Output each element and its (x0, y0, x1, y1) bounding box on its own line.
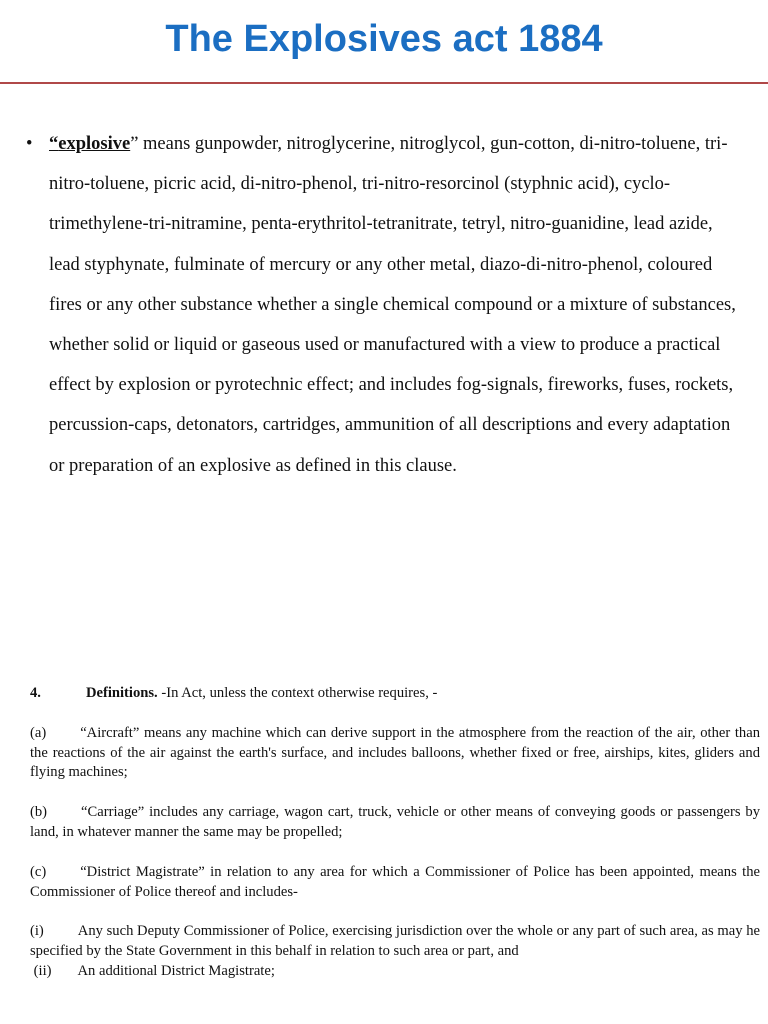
bullet-marker: • (26, 134, 33, 154)
item-label: (a) (30, 724, 47, 741)
definition-body: means gunpowder, nitroglycerine, nitroglycol, gun-cotton, di-nitro-toluene, tri-nitro-toluene, picric acid, di-nitro-phenol, tri-nitro-resorcinol (styphnic acid), cyclo-trimethylene-tri-nitramine, penta-erythritol-tetranitrate, tetryl, nitro-guanidine, lead azide, lead styphynate, fulminate of mercury or any other metal, diazo-di-nitro-phenol, coloured fires or any other substance whether a single chemical compound or a mixture of substances, whether solid or liquid or gaseous used or manufactured with a view to produce a practical effect by explosion or pyrotechnic effect; and includes fog-signals, fireworks, fuses, rockets, percussion-caps, detonators, cartridges, ammunition of all descriptions and every adaptation or preparation of an explosive as defined in this clause. (49, 134, 736, 476)
definition-item-b (30, 803, 760, 843)
definition-item-a (30, 724, 760, 783)
bullet-text (49, 124, 742, 486)
defined-term (49, 134, 130, 154)
item-text: “District Magistrate” in relation to any area for which a Commissioner of Police has been appointed, means the Commissioner of Police thereof and includes- (30, 863, 760, 900)
subitem-text: An additional District Magistrate; (77, 962, 275, 979)
quote-close: ” (130, 134, 139, 154)
title-divider (0, 82, 768, 84)
definition-subitem-ii (30, 962, 760, 982)
definition-item-c (30, 863, 760, 903)
term-word: explosive (58, 134, 131, 154)
item-text: “Aircraft” means any machine which can derive support in the atmosphere from the reaction of the air, other than the reactions of the air against the earth's surface, and includes balloons, whether fixed or free, airships, kites, gliders and flying machines; (30, 724, 760, 781)
definitions-heading-line (30, 684, 760, 704)
definition-subitem-i (30, 922, 760, 962)
definitions-section (30, 684, 760, 982)
subitem-label: (i) (30, 923, 44, 940)
quote-open: “ (49, 134, 59, 154)
section-number: 4. (30, 685, 41, 701)
explosive-definition-bullet (26, 124, 742, 486)
item-label: (b) (30, 804, 48, 821)
item-label: (c) (30, 863, 47, 880)
section-heading: Definitions. (85, 685, 158, 701)
subitem-text: Any such Deputy Commissioner of Police, exercising jurisdiction over the whole or any part of such area, as may he specified by the State Government in this behalf in relation to such area or part, and (30, 923, 760, 960)
item-text: “Carriage” includes any carriage, wagon cart, truck, vehicle or other means of conveying goods or passengers by land, in whatever manner the same may be propelled; (30, 804, 760, 840)
page-title: The Explosives act 1884 (165, 18, 603, 60)
section-intro: -In Act, unless the context otherwise requires, - (157, 685, 438, 701)
subitem-label: (ii) (33, 962, 52, 979)
